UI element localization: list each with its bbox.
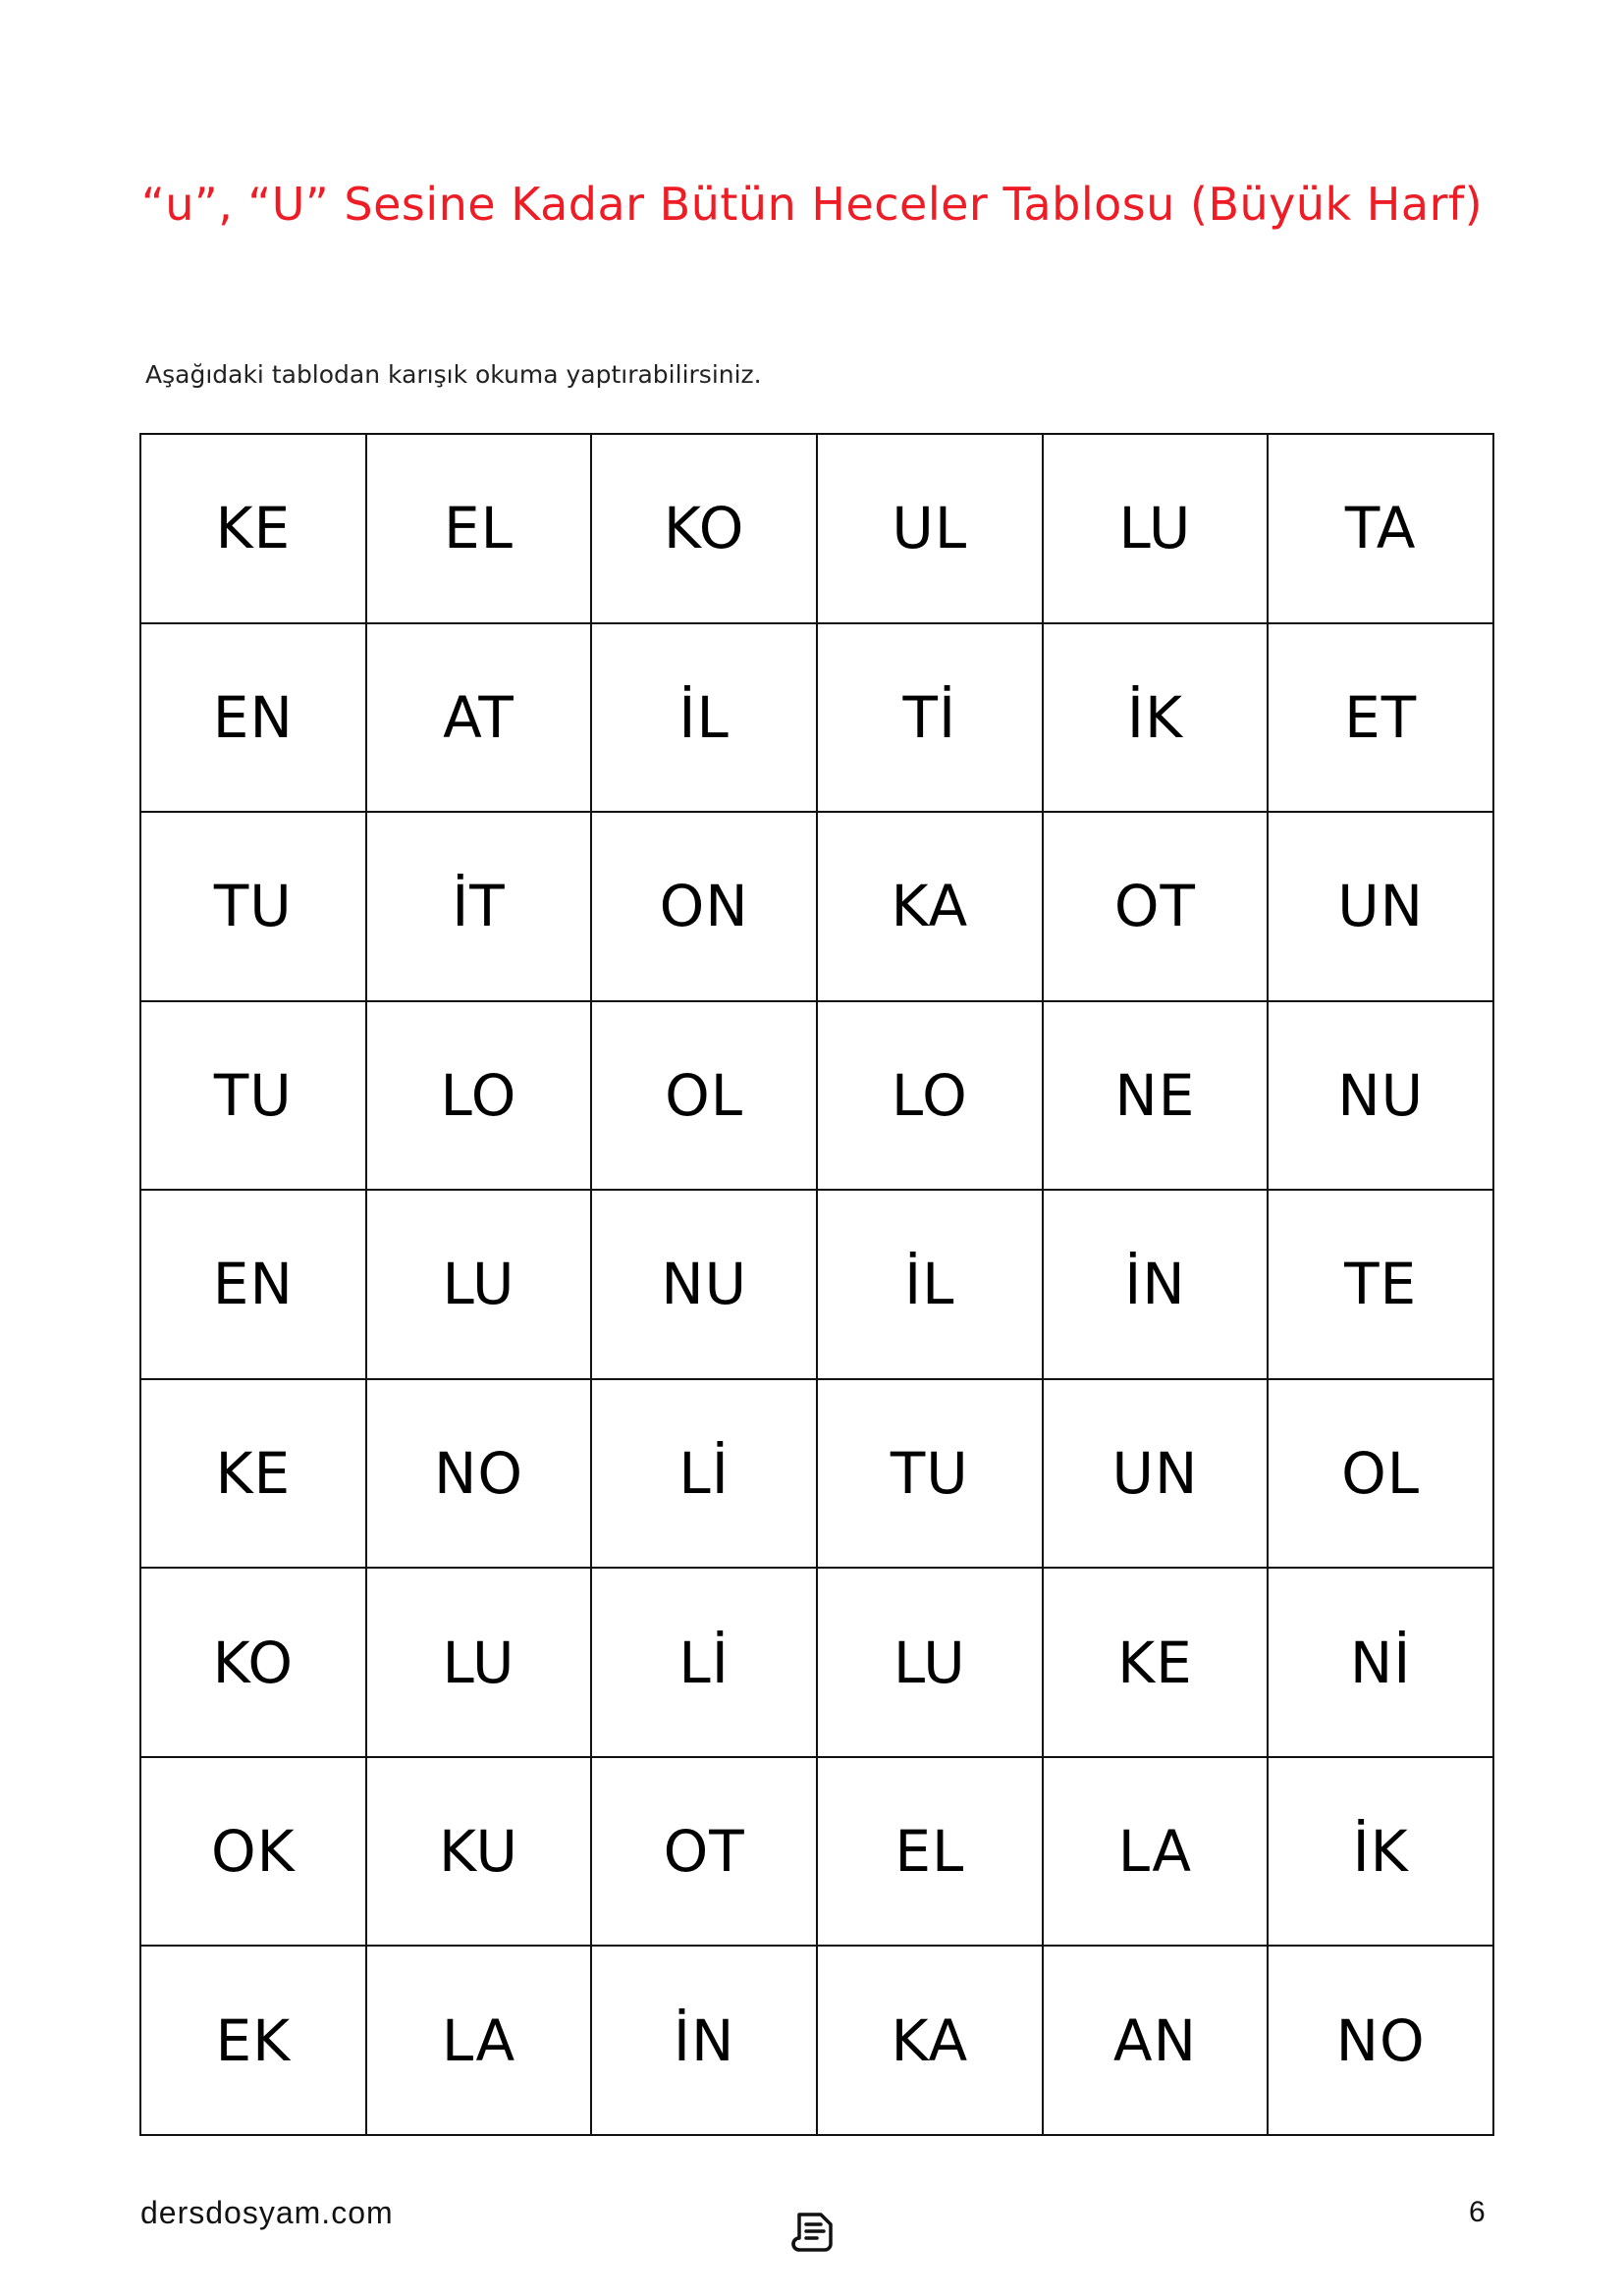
syllable-cell: TU [140,1001,366,1191]
syllable-cell: UL [817,434,1043,623]
syllable-cell: KA [817,812,1043,1001]
syllable-cell: KO [140,1568,366,1757]
syllable-cell: KE [140,1379,366,1569]
table-row [140,623,1493,813]
syllable-cell: OK [140,1757,366,1947]
syllable-cell: LU [817,1568,1043,1757]
syllable-cell: Nİ [1268,1568,1493,1757]
table-row [140,1001,1493,1191]
syllable-cell: KU [366,1757,592,1947]
syllable-cell: ON [591,812,817,1001]
syllable-cell: İT [366,812,592,1001]
syllable-cell: EN [140,1190,366,1379]
syllable-cell: NU [1268,1001,1493,1191]
syllable-cell: OL [591,1001,817,1191]
syllable-cell: EL [817,1757,1043,1947]
syllable-cell: İK [1043,623,1269,813]
syllable-cell: NE [1043,1001,1269,1191]
syllable-cell: İL [817,1190,1043,1379]
syllable-cell: Tİ [817,623,1043,813]
syllable-cell: TU [817,1379,1043,1569]
syllable-cell: OT [1043,812,1269,1001]
syllable-cell: KE [1043,1568,1269,1757]
syllable-cell: AT [366,623,592,813]
syllable-cell: NO [1268,1946,1493,2135]
syllable-cell: LA [1043,1757,1269,1947]
syllable-cell: Lİ [591,1568,817,1757]
table-row [140,1568,1493,1757]
syllable-cell: EL [366,434,592,623]
syllable-cell: TA [1268,434,1493,623]
syllable-cell: LU [366,1190,592,1379]
syllable-table-body [140,434,1493,2135]
syllable-cell: LU [1043,434,1269,623]
table-row [140,1946,1493,2135]
syllable-cell: İL [591,623,817,813]
syllable-cell: EK [140,1946,366,2135]
syllable-cell: LU [366,1568,592,1757]
syllable-table [139,433,1494,2136]
syllable-cell: KA [817,1946,1043,2135]
table-row [140,1379,1493,1569]
syllable-cell: OL [1268,1379,1493,1569]
table-row [140,812,1493,1001]
syllable-cell: NO [366,1379,592,1569]
table-row [140,1757,1493,1947]
syllable-cell: KE [140,434,366,623]
syllable-cell: EN [140,623,366,813]
footer-site-link[interactable]: dersdosyam.com [140,2195,394,2230]
syllable-cell: İN [1043,1190,1269,1379]
syllable-cell: TE [1268,1190,1493,1379]
page-number: 6 [1469,2196,1486,2228]
syllable-cell: LO [366,1001,592,1191]
syllable-cell: AN [1043,1946,1269,2135]
syllable-cell: NU [591,1190,817,1379]
syllable-cell: İN [591,1946,817,2135]
syllable-cell: TU [140,812,366,1001]
syllable-cell: ET [1268,623,1493,813]
syllable-cell: UN [1268,812,1493,1001]
syllable-cell: KO [591,434,817,623]
syllable-cell: UN [1043,1379,1269,1569]
table-row [140,1190,1493,1379]
page-title: “u”, “U” Sesine Kadar Bütün Heceler Tablosu (Büyük Harf) [140,178,1484,231]
instruction-text: Aşağıdaki tablodan karışık okuma yaptırabilirsiniz. [145,360,762,389]
syllable-cell: İK [1268,1757,1493,1947]
syllable-cell: LA [366,1946,592,2135]
syllable-cell: OT [591,1757,817,1947]
syllable-cell: Lİ [591,1379,817,1569]
syllable-cell: LO [817,1001,1043,1191]
document-lines-icon [791,2211,837,2252]
table-row [140,434,1493,623]
